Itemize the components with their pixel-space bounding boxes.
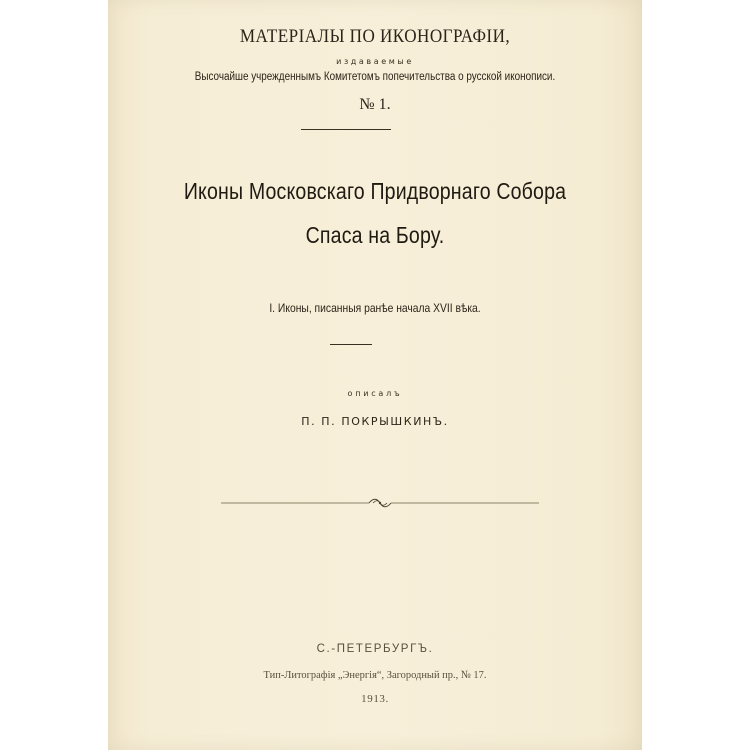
divider-rule-middle bbox=[330, 344, 372, 345]
subtitle: I. Иконы, писанныя ранѣе начала XVII вѣка. bbox=[269, 301, 481, 315]
divider-rule-top bbox=[301, 129, 391, 130]
ornament-divider bbox=[221, 496, 539, 510]
main-title-line-1: Иконы Московскаго Придворнаго Собора bbox=[183, 178, 567, 204]
series-title: МАТЕРІАЛЫ ПО ИКОНОГРАФІИ, bbox=[239, 26, 511, 47]
committee-line: Высочайше учрежденнымъ Комитетомъ попечительства о русской иконописи. bbox=[194, 71, 556, 83]
imprint-year: 1913. bbox=[361, 693, 389, 705]
issue-number: № 1. bbox=[359, 96, 391, 113]
imprint-press: Тип-Литографія „Энергія“, Загородный пр., № 17. bbox=[263, 669, 487, 681]
described-by-label: описалъ bbox=[347, 389, 403, 398]
imprint-city: С.-ПЕТЕРБУРГЪ. bbox=[316, 643, 434, 655]
main-title-line-2: Спаса на Бору. bbox=[305, 222, 445, 248]
title-page bbox=[108, 0, 642, 750]
author-name: П. П. ПОКРЫШКИНЪ. bbox=[301, 415, 449, 428]
publisher-label: издаваемые bbox=[336, 57, 414, 66]
